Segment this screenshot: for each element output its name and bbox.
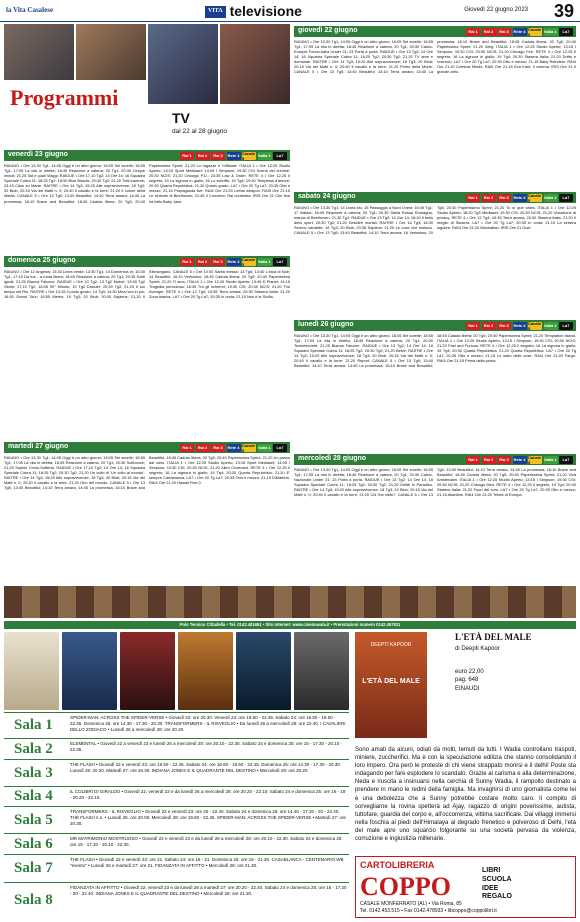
movie-poster [62, 632, 117, 710]
channel-logo: Rai 3 [497, 456, 511, 464]
ad-category: SCUOLA [482, 875, 512, 883]
channel-logo: Rai 2 [196, 152, 210, 160]
channel-logo: Rete 4 [227, 153, 240, 158]
book-author: di Deepti Kapoor [455, 646, 500, 652]
listing-martedi: RAIUNO • Ore 13,30 Tg1; 14:05 Oggi è un altro giorno; 16:05 Sei sorelle; 16:55 Tg1; 17:05 La vita in diretta; 18:45 Reazione a catena; 20 Tg1; 20:30 Sottovoce; 21,25 Sophie Cross-Sofferta. RAIDUE • Ore 17,10 Tg2; 14 Ore 14; 16 Squadra Speciale Cobra 11; 18:25 Tg2; 20:30 Tg2; 21,20 Un volto di 'Un volto al mondo'. RAITRE • Ore 14 Tg3; 15:25 Alle sopravvivenze; 18 Tg3; 20 Blob; 20:15 Via dei Matti n. 0; 20:40 Il cavallo e la torre; 21,20 Giro del mondo. CANALE 5 • Ore 13 Tg5; 13:40 Beautiful; 14:10 Terra amara; 14:45 La promessa; 16:10 Brave and Beautiful; 18:45 Caduta libera; 20 Tg5; 20:40 Paperissima Sprint; 21,20 Un passo dal cielo. ITALIA 1 • Ore 12:25 Studio Aperto; 13:15 Sport Mediaset; 14:05 I Simpson; 19:30 CSI; 20:30 NCIS; 21,20 Alien Covenant. RETE 4 • Ore 12,25 Il segreto; 16 La signora in giallo; 19 Tg4; 20:30 Quarta Repubblica; 21,20 E' sempre Cartabianca. LA7 • Ore 20 Tg La7; 20:35 Otto e mezzo; 21,15 DiMartedì. RAI4 Ore 21:20 Hawaii Five-0. [4, 455, 290, 491]
channel-logo: Rai 2 [196, 444, 210, 452]
channel-logo: Italia 1 [258, 153, 271, 158]
channel-logo: La7 [559, 456, 573, 464]
sala-schedule: SPIDER-MAN: ACROSS THE SPIDER-VERSE • Giovedì 22: ore 20.30. Venerdì 23: ore 19.50 - 22.45. Sabato 24: ore 16.50 - 19.50 - 22.45. Domenica 25: ore 14.30 - 17.30 - 20.30. TRANSFORMERS - IL RISVEGLIO • Da lunedì 26 a mercoledì 28: ore 22.40. I CAVALIERI DELLO ZODIACO • Lunedì 26 a mercoledì 28: ore 20.20. [70, 715, 346, 733]
listing-sabato: RAIUNO • Ore 13,30 Tg1; 14 Linea blu; 15 Passaggio a Nord Ovest; 16:45 Tg1; 17 Italiasì; 18:45 Reazione a catena; 20 Tg1; 20,35 Stella Rossa Romagna-marcia di Beethoven; 21,30 Tg1. RAIDUE • Ore 13 Tg2; 14 Ore 14; 18:10 Il bello dello sport; 20:30 Tg2; 21,20 Desideri mortali. RAITRE • Ore 14 Tg3; 16:30 Sereno variabile; 19 Tg3; 20 Blob; 20:35 Sapiens; 21,20 Le cose che restano. CANALE 5 • Ore 13 Tg5; 13:40 Beautiful; 14:10 Terra amara; 16 Verissimo; 20 Tg5; 20:40 Paperissima Sprint; 21,20 Tu sì que vales. ITALIA 1 • Ore 12:25 Studio Aperto; 18:20 Tg5 Mediaset; 19:30 CSI; 20:30 NCIS; 21,20 Violazione di privacy. RETE 4 • Ore 12 Tg4; 19:35 Terra amara; 20:30 Stasera Italia; 21,20 Il meglio di Stasera. LA7 • Ore 20 Tg La7; 20:35 In onda; 21,15 La sinistra lugubre. RAI4 Ore 21:20 Manhattan. IRIS Ore 21 Duel. [294, 205, 576, 236]
ad-contact: Tel. 0142.453.515 • Fax 0142.478933 • libcoppo@coppolibri.it [360, 907, 497, 914]
sala-name: Sala 8 [14, 892, 53, 909]
hero-subtitle: dal 22 al 28 giugno [172, 128, 227, 135]
channel-logo: Canale 5 [528, 26, 542, 37]
channel-logo: La7 [559, 194, 573, 202]
sala-schedule: IL COLIBRÌ DI GIRALDO • Giovedì 22, venerdì 23 e da lunedì 26 a mercoledì 28: ore 20.20 - 22.10. Sabato 24 e domenica 25: ore 16 - 18 - 20.20 - 22.10. [70, 789, 346, 801]
sala-row [4, 712, 349, 738]
channel-logo: Rai 2 [482, 322, 496, 330]
book-cover [355, 632, 427, 738]
channel-logo: Rete 4 [227, 445, 240, 450]
sala-row [4, 759, 349, 786]
sala-name: Sala 7 [14, 860, 53, 877]
cover-title: L'ETÀ DEL MALE [362, 678, 420, 686]
day-label: giovedì 22 giugno [298, 27, 358, 35]
sala-name: Sala 6 [14, 835, 53, 852]
sala-schedule: THE FLASH • Giovedì 22 e venerdì 23: ore 21. Sabato 24: ore 18 - 21. Domenica 25: ore 18 - 21.30. CASABLANCA - CENTENARIO WB "evento" • Lunedì 26 e martedì 27: ore 21. FIDANZATA IN AFFITTO • Mercoledì 28: ore 21.30. [70, 857, 344, 869]
book-panel [355, 632, 576, 742]
sala-row [4, 882, 349, 918]
day-header-martedi [4, 442, 290, 453]
channel-logo: Canale 5 [528, 192, 542, 203]
ad-address-block [360, 901, 497, 914]
channel-logo: Rai 3 [497, 28, 511, 36]
ad-categories [482, 867, 512, 902]
issue-date: Giovedì 22 giugno 2023 [464, 7, 528, 13]
day-header-venerdi [4, 150, 290, 161]
sala-name: Sala 5 [14, 811, 53, 828]
sala-schedule: ELEMENTAL • Giovedì 22 a venerdì 23 e lunedì 26 a mercoledì 28: ore 20.10 - 22.35. Sabato 24 e domenica 25: ore 15 - 17.30 - 20.10 - 22.35. [70, 741, 342, 753]
sala-row [4, 806, 349, 833]
channel-logo: Rete 4 [513, 29, 526, 34]
ad-category: LIBRI [482, 867, 501, 874]
channel-logo: Italia 1 [258, 445, 271, 450]
sala-schedule: MR MATRIMONIO MOSTRUOSO • Giovedì 22 e venerdì 23 e da lunedì 26 a mercoledì 28: ore 20.10 - 22.30. Sabato 24 e domenica 25: ore 15 - 17.20 - 20.10 - 22.30. [70, 836, 343, 848]
hero-photo [148, 24, 218, 104]
movie-poster [236, 632, 291, 710]
paper-name: la Vita Casalese [6, 6, 54, 15]
book-pages: pag. 648 [455, 677, 479, 684]
section-header [205, 3, 302, 21]
channel-logo: La7 [559, 322, 573, 330]
movie-poster [178, 632, 233, 710]
channel-logo: La7 [273, 258, 287, 266]
book-details [455, 668, 484, 693]
channel-logos [180, 152, 287, 160]
channel-logo: Rai 3 [211, 258, 225, 266]
channel-logo: Italia 1 [544, 457, 557, 462]
ad-category: IDEE [482, 884, 499, 892]
channel-logo: Rete 4 [227, 259, 240, 264]
sala-name: Sala 2 [14, 740, 53, 757]
channel-logo: Rai 1 [466, 456, 480, 464]
channel-logos [466, 322, 573, 330]
sala-row [4, 854, 349, 882]
channel-logo: Rai 1 [466, 28, 480, 36]
cover-author: DEEPTI KAPOOR [370, 642, 412, 648]
page-number: 39 [553, 1, 574, 21]
channel-logo: Rai 2 [482, 456, 496, 464]
channel-logo: Rai 1 [180, 152, 194, 160]
channel-logo: Rai 1 [466, 322, 480, 330]
channel-logo: Rai 2 [482, 28, 496, 36]
channel-logo: Rai 2 [196, 258, 210, 266]
ad-category: REGALO [482, 893, 512, 901]
channel-logo: Rai 3 [211, 444, 225, 452]
channel-logo: Rai 3 [497, 322, 511, 330]
hero-banner [4, 24, 290, 148]
sala-row [4, 833, 349, 854]
movie-poster [4, 632, 59, 710]
cinema-info-bar: Polo Tecnico Cittadella • Tel. 0142.401651 • Sito Internet: www.cinemasala.it • Prenotazioni numero 0142.457811 [4, 621, 576, 629]
hero-photo [4, 24, 74, 80]
channel-logo: Rai 1 [466, 194, 480, 202]
hero-photo [220, 24, 290, 104]
day-label: domenica 25 giugno [8, 257, 76, 265]
channel-logo: Canale 5 [528, 320, 542, 331]
section-title: televisione [229, 3, 302, 19]
day-label: venerdì 23 giugno [8, 151, 68, 159]
book-title: L'ETÀ DEL MALE [455, 632, 532, 642]
listing-domenica: RAIUNO • Ore 12 Angelus; 13:30 Linea verde; 13:30 Tg1; 14 Domenica In; 16:30 Tg1; 17:15 Da noi... a ruota libera; 18:45 Reazione a catena; 20 Tg1; 20:35 Soliti ignoti; 21,25 Bianca Falcone. RAIDUE • Ore 10 Tg2; 13 Tg2 Motori; 13:45 Tg2 Storie; 17:10 Tg2; 18:05 90° Minuto; 19 Tg2 Dossier; 20:30 Tg2; 21,20 Il tuo tempo nel Rio. RAITRE • Ore 10:15 Il posto giusto; 14 Tg3; 14:30 Mezz'ora in più; 16:30 Grand Tour; 18:55 Meteo; 19 Tg3; 20 Blob; 20:30 Sapiens; 21,20 Il Kilimangiaro. CANALE 5 • Ore 10:00 Santa messa; 13 Tg5; 13:40 L'arca di Noè; 14 Beautiful; 16:10 Verissimo; 18:45 Caduta libera; 20 Tg5; 20:40 Paperissima Sprint; 21,20 Ti amo. ITALIA 1 • Ore 12:25 Studio Aperto; 13:45 E-Planet; 14:15 Tragedia pericolosa; 16:35 Tra gli schermi; 19:30 CSI; 20:30 NCIS; 21,20 The Avenger. RETE 4 • Ore 12 Tg4; 19:35 Terra amara; 20:30 Stasera Italia; 21,20 Zona bianca. LA7 • Ore 20 Tg La7; 20:35 In onda; 21,15 Non è la Sicilia. [4, 269, 290, 300]
channel-logo: Italia 1 [544, 323, 557, 328]
day-header-lunedi [294, 320, 576, 331]
channel-logo: Italia 1 [544, 195, 557, 200]
movie-poster [120, 632, 175, 710]
channel-logo: La7 [273, 152, 287, 160]
channel-logo: Canale 5 [242, 442, 256, 453]
hero-tv: TV [172, 110, 190, 126]
sala-name: Sala 1 [14, 717, 53, 734]
channel-logo: Canale 5 [242, 150, 256, 161]
film-strip-banner [4, 586, 576, 618]
sala-row [4, 738, 349, 759]
channel-logos [180, 258, 287, 266]
sala-row [4, 786, 349, 806]
channel-logo: Rete 4 [513, 323, 526, 328]
ad-brand: COPPO [360, 872, 451, 901]
coppo-advert [355, 856, 576, 918]
ad-top: CARTOLIBRERIA [360, 860, 435, 870]
ad-address: CASALE MONFERRATO (AL) • Via Roma, 85 [360, 901, 462, 907]
channel-logo: Canale 5 [242, 256, 256, 267]
channel-logos [466, 194, 573, 202]
channel-logo: Rai 1 [180, 258, 194, 266]
movie-posters [4, 632, 349, 710]
channel-logo: Rai 1 [180, 444, 194, 452]
day-header-giovedi [294, 26, 576, 37]
channel-logo: Italia 1 [544, 29, 557, 34]
channel-logo: Rai 3 [497, 194, 511, 202]
channel-logos [180, 444, 287, 452]
channel-logo: Canale 5 [528, 454, 542, 465]
listing-lunedi: RAIUNO • Ore 13,30 Tg1; 14:05 Oggi è un altro giorno; 16:05 Sei sorelle; 16:55 Tg1; 17:05 La vita in diretta; 18:45 Reazione a catena; 20 Tg1; 20:30 Techetechetè; 21,25 Bianca Falcone. RAIDUE • Ore 13 Tg2; 14 Ore 14; 16 Squadra Speciale Cobra 11; 18:25 Tg2; 20:30 Tg2; 21,20 Belve. RAITRE • Ore 14 Tg3; 15:20 Alle sopravvivenze; 18 Tg3; 20 Blob; 20:15 Via dei Matti n. 0; 20:40 Il cavallo e la torre; 21,20 Report. CANALE 5 • Ore 13 Tg5; 13:40 Beautiful; 14:10 Terra amara; 14:45 La promessa; 16:10 Brave and Beautiful; 18:45 Caduta libera; 20 Tg5; 20:40 Paperissima Sprint; 21,20 Temptation Island. ITALIA 1 • Ore 12:25 Studio Aperto; 13:15 I Simpson; 19:30 CSI; 20:30 NCIS; 21,20 Fast and Furious. RETE 4 • Ore 12,25 Il segreto; 16 La signora in giallo; 19 Tg4; 20:30 Quarta Repubblica; 21,20 Quarta Repubblica. LA7 • Ore 20 Tg La7; 20:35 Otto e mezzo; 21,15 Lo stato delle cose. RAI4 Ore 21:20 Fargo. RAI5 Ore 21:15 Prima della prima. [294, 333, 576, 369]
hero-photo [76, 24, 146, 80]
channel-logos [466, 28, 573, 36]
sala-name: Sala 4 [14, 788, 53, 805]
book-price: euro 22,00 [455, 669, 484, 675]
day-label: mercoledì 28 giugno [298, 455, 367, 463]
hero-title: Programmi [10, 85, 119, 110]
sala-schedule: THE FLASH • Giovedì 22 e venerdì 23: ore 19.50 - 22.45. Sabato 24: ore 16.50 - 19.50 - 22.45. Domenica 25: ore 14.30 - 17.30 - 20.30. Lunedì 26: 20.20. Martedì 27: ore 20.30. INDIANA JONES E IL QUADRANTE DEL DESTINO • Mercoledì 28: ore 20.20. [70, 762, 341, 774]
channel-logo: Rai 3 [211, 152, 225, 160]
sala-name: Sala 3 [14, 764, 53, 781]
channel-logo: Italia 1 [258, 259, 271, 264]
channel-logo: La7 [273, 444, 287, 452]
section-logo: VITA [205, 6, 226, 18]
day-label: martedì 27 giugno [8, 443, 69, 451]
channel-logo: Rai 2 [482, 194, 496, 202]
day-label: sabato 24 giugno [298, 193, 356, 201]
listing-giovedi: RAIUNO • Ore 13,30 Tg1; 14:05 Oggi è un altro giorno; 16:05 Sei sorelle; 16:55 Tg1; 17:05 La vita in diretta; 18:45 Reazione a catena; 20 Tg1; 20:30 Calcio-Europei Fondo-Italia Under 21; 23 Porta a porta. RAIDUE • Ore 13 Tg2; 14 Ore 14; 16 Squadra Speciale Cobra 11; 18:25 Tg2; 20:30 Tg2; 21,20 TV ame e domande. RAITRE • Ore 14 Tg3; 15:20 Alle sopravvivenze; 18 Tg3; 20 Blob; 20:15 Via dei Matti n. 0; 20:40 Il cavallo e la torre; 21,20 Primo della Morte. CANALE 5 • Ore 13 Tg5; 13:40 Beautiful; 14:10 Terra amara; 14:45 La promessa; 16:10 Brave and Beautiful; 18:45 Caduta libera; 20 Tg5; 20:40 Paperissima Sprint; 21,20 Zelig. ITALIA 1 • Ore 12:25 Studio Aperto; 13:15 I Simpson; 19:30 CSI; 20:30 NCIS; 21,20 Chicago Fire. RETE 4 • Ore 12,25 Il segreto; 16 La signora in giallo; 19 Tg4; 20:30 Stasera Italia; 21,20 Dritto e rovescio. LA7 • Ore 20 Tg La7; 20:35 Otto e mezzo; 21,15 Baby Reindeer. RAI4 Ore 21:20 Criminal Minds. RAI5 Ore 21:15 Eva Kant, Il cinema. IRIS Ore 21 Il grande cielo. [294, 39, 576, 75]
page-header [0, 0, 580, 22]
day-header-mercoledi [294, 454, 576, 465]
channel-logo: Rete 4 [513, 195, 526, 200]
book-publisher: EINAUDI [455, 685, 480, 692]
book-review: Sono amati da alcuni, odiati da molti, temuti da tutti. I Wadia controllano traspoti, miniere, zuccherifici. Ma è con la speculazione edilizia che stanno consolidando il loro impero. Ora però le proteste di chi viene strappato morirsi e il delhi! Poste sta indagando per fare esplodere lo scandalo. Grazie al carisma e alla determinazione, Neda e riuscita a insinuarsi nella cerchia di Sunny Wadia, il rampollo destinato a prendere in mano le redini della famiglia. Ma invaghirsi di uno giornalista come lei è una debolezza che a Sunny potrebbe costare molto caro. Il compito di sorvegliarne la rovina spetterà ad Ajay, ragazzo di origini poverissime, autista, tuttofare, guardia del corpo e, all'occorrenza, vittima sacrificale. Dai villaggi immersi nella foschia ai piedi dell'Himalaya al degrado frenetico e polveroso di Delhi, l'età del male apre uno squarcio folgorante su una società pervasa da violenza, corruzione e ingiustizia millenarie. [355, 747, 576, 843]
channel-logo: Rete 4 [513, 457, 526, 462]
listing-mercoledi: RAIUNO • Ore 13,30 Tg1; 14:05 Oggi è un altro giorno; 16:05 Sei sorelle; 16:55 Tg1; 17:05 La vita in diretta; 18:45 Reazione a catena; 20 Tg1; 20:30 Calcio-Nazionale Under 21; 23 Porta a porta. RAIDUE • Ore 13 Tg2; 14 Ore 14; 16 Squadra Speciale Cobra 11; 18:25 Tg2; 20:30 Tg2; 21,20 Delitti in Paradiso. RAITRE • Ore 14 Tg3; 15:20 Alle sopravvivenze; 18 Tg3; 20 Blob; 20:15 Via dei Matti n. 0; 20:40 Il cavallo e la torre; 21,20 Chi l'ha visto?. CANALE 5 • Ore 13 Tg5; 13:40 Beautiful; 14:10 Terra amara; 14:45 La promessa; 16:10 Brave and Beautiful; 18:45 Caduta libera; 20 Tg5; 20:40 Paperissima Sprint; 21,20 Viva Amsterdam. ITALIA 1 • Ore 12:25 Studio Aperto; 13:15 I Simpson; 19:30 CSI; 20:30 NCIS; 21,20 Chicago Med. RETE 4 • Ore 12,25 Il segreto; 19 Tg4; 20:30 Stasera Italia; 21,20 Fuori dal coro. LA7 • Ore 20 Tg La7; 20:35 Otto e mezzo; 21,15 Atlantide. RAI4 Ore 21:20 Tribes of Europa. [294, 467, 576, 498]
channel-logo: La7 [559, 28, 573, 36]
day-header-sabato [294, 192, 576, 203]
listing-venerdi: RAIUNO • Ore 13,30 Tg1; 14:05 Oggi è un altro giorno; 16:05 Sei sorelle; 16:55 Tg1; 17:05 La vita in diretta; 18:45 Reazione a catena; 20 Tg1; 20:30 Cinque minuti; 21,25 Tali e quali Viaggi. RAIDUE • Ore 17,10 Tg2; 14 Ore 14; 16 Squadra Speciale Cobra 11; 18:25 Tg2; 18:50 Blue Bloods; 20:30 Tg2; 21,20 Tutti insieme; 23:15 Cielo su Marte. RAITRE • Ore 14 Tg3; 15:25 Alle sopravvivenze; 18 Tg3; 20 Blob; 20:15 Via dei Matti n. 0; 20:40 Il cavallo e la torre; 21,20 Il colore della libertà. CANALE 5 • Ore 13 Tg5; 13:40 Beautiful; 14:10 Terra amara; 14:45 La promessa; 16:10 Brave and Beautiful; 18:45 Caduta libera; 20 Tg5; 20:40 Paperissima Sprint; 21,20 Lo ragazze e l'officiale. ITALIA 1 • Ore 12:25 Studio Aperto; 13:15 Sport Mediaset; 14:05 I Simpson; 19:30 CSI Scena del crimine; 20:30 NCIS; 21,20 Chicago P.D.; 23:35 Law & Order. RETE 4 • Ore 12,25 Il segreto; 13 La signora in giallo; 16 Lo sceriffo; 19 Tg4; 19:40 Tempesta d'amore; 20:30 Quarta Repubblica; 21,20 Quarto grado. LA7 • Ore 20 Tg La7; 20:35 Otto e mezzo; 21,15 Propaganda live. RAI4 Ore 21:20 Lethal weapon. RAI5 Ore 21:15 Le sinfonie di Beethoven; 21:45 Il Concerto: Rai orchestra. IRIS Ore 21 Che fine ha fatto Baby Jane. [4, 163, 290, 204]
movie-poster [294, 632, 349, 710]
sala-schedule: TRANSFORMERS - IL RISVEGLIO • Giovedì 22 e venerdì 23: ore 20 - 22.40. Sabato 24 e domenica 25: ore 14.40 - 17.20 - 20 - 22.40. THE FLASH n.n. • Lunedì 26. ore 20.00. Mercoledì 28: ore 19.50 - 22.45. SPIDER-MAN: ACROSS THE SPIDER-VERSE • Martedì 27: ore 20.30. [70, 809, 346, 827]
channel-logos [466, 456, 573, 464]
day-label: lunedì 26 giugno [298, 321, 354, 329]
sala-schedule: FIDANZATA IN AFFITTO • Giovedì 22, venerdì 23 e da lunedì 26 a martedì 27: ore 20.20 - 22.40. Sabato 24 e domenica 25: ore 15 - 17.20 - 20 - 22.40. INDIANA JONES E IL QUADRANTE DEL DESTINO • Mercoledì 28: ore 21.30. [70, 885, 347, 897]
day-header-domenica [4, 256, 290, 267]
